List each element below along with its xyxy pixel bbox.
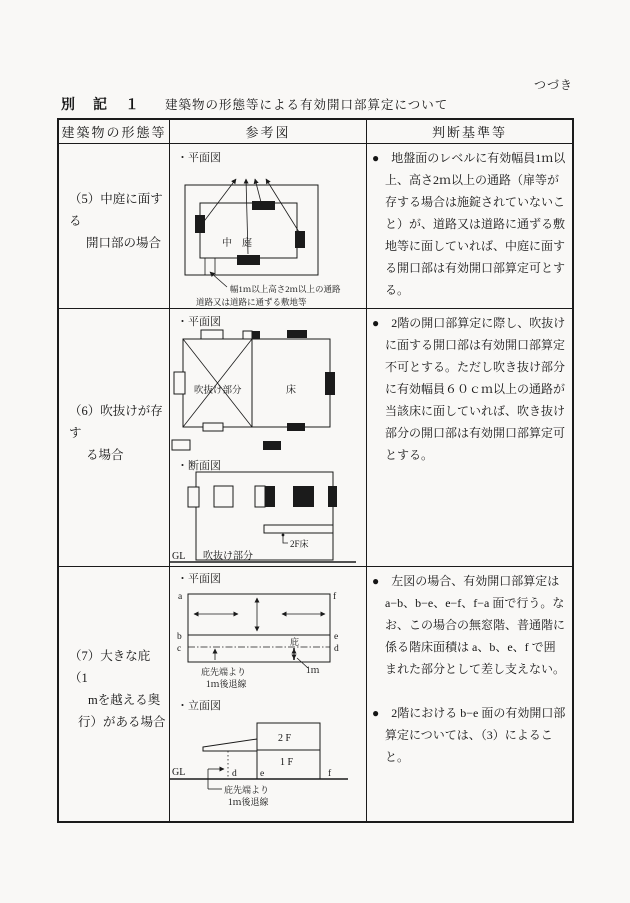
floor-area-label: 床 xyxy=(286,385,296,396)
corner-a: a xyxy=(178,592,183,602)
figure-cell-void xyxy=(170,309,367,567)
bullet: ● xyxy=(372,316,380,330)
ground-level-label: GL xyxy=(172,767,186,778)
section-view-label: ・断面図 xyxy=(177,460,221,472)
section-openings xyxy=(188,486,337,507)
setback-note-line2: 1ｍ後退線 xyxy=(206,679,247,689)
courtyard-openings xyxy=(195,201,305,265)
dimension-dot xyxy=(293,648,295,650)
courtyard-label: 中 庭 xyxy=(222,238,252,249)
form-line: （5）中庭に面する xyxy=(69,192,163,228)
legend-open-rect xyxy=(172,440,190,450)
figure-cell-courtyard xyxy=(170,144,367,309)
continuation-label: つづき xyxy=(534,78,574,92)
road-note: 道路又は道路に通ずる敷地等 xyxy=(196,297,307,307)
elev-point-e: e xyxy=(260,769,265,779)
criteria-paragraph xyxy=(372,702,567,768)
doc-title xyxy=(61,94,448,114)
floor-plan-outline xyxy=(183,339,330,427)
form-line: （7）大きな庇（1 xyxy=(69,649,151,685)
one-meter-label: 1ｍ xyxy=(306,665,320,675)
form-line: 開口部の場合 xyxy=(86,236,162,250)
corner-f: f xyxy=(333,592,337,602)
criteria-text: 地盤面のレベルに有効幅員1ｍ以上、高さ2ｍ以上の通路（扉等が存する場合は施錠されていないこと）が、道路又は道路に通ずる敷地等に面していれば、中庭に面する開口部は有効開口部算定可とする。 xyxy=(379,151,566,297)
criteria-cell-void xyxy=(367,309,572,567)
section-outline xyxy=(196,472,333,560)
canopy-wedge xyxy=(203,739,257,751)
form-line: る場合 xyxy=(86,447,124,462)
second-floor-slab xyxy=(264,525,333,533)
form-cell-void xyxy=(59,309,170,567)
criteria-text: 2階における b−e 面の有効開口部算定については、（3）によること。 xyxy=(379,706,566,764)
legend-filled-rect xyxy=(263,441,281,450)
setback-note-line1: 庇先端より xyxy=(201,667,247,677)
eaves-label: 庇 xyxy=(290,637,300,647)
first-floor-label: 1 F xyxy=(280,757,294,768)
passage-leader-arrow xyxy=(210,272,227,287)
plan-view-label: ・平面図 xyxy=(177,316,221,328)
corner-d: d xyxy=(334,644,339,654)
courtyard-outline xyxy=(200,203,297,258)
criteria-paragraph xyxy=(372,147,567,301)
ground-level-label: GL xyxy=(172,551,186,562)
corner-c: c xyxy=(177,644,182,654)
col-header-building-form: 建築物の形態等 xyxy=(59,120,170,144)
criteria-cell-eaves xyxy=(367,567,572,821)
bullet: ● xyxy=(372,151,380,165)
elev-point-f: f xyxy=(328,769,332,779)
dimension-dot xyxy=(293,658,295,660)
passage-note: 幅1ｍ以上高さ2ｍ以上の通路 xyxy=(230,284,341,294)
doc-title-text: 建築物の形態等による有効開口部算定について xyxy=(165,98,449,112)
corner-e: e xyxy=(334,632,339,642)
criteria-cell-courtyard xyxy=(367,144,572,309)
void-plan-section-figure xyxy=(170,309,366,566)
plan-view-label: ・平面図 xyxy=(177,152,221,164)
col-header-reference-figure: 参考図 xyxy=(170,120,367,144)
elevation-view-label: ・立面図 xyxy=(177,700,221,712)
form-line: mを越える奥 xyxy=(88,693,161,707)
doc-title-number: 別 記 １ xyxy=(61,98,141,113)
criteria-text: 左図の場合、有効開口部算定は a−b、b−e、e−f、f−a 面で行う。なお、この場合の無窓階、普通階に係る階床面積は a、b、e、f で囲まれた部分として差し支えない。 xyxy=(379,574,566,676)
bullet: ● xyxy=(372,706,380,720)
elev-setback-note-line1: 庇先端より xyxy=(224,785,270,795)
elev-setback-note-line2: 1ｍ後退線 xyxy=(228,797,269,807)
criteria-text: 2階の開口部算定に際し、吹抜けに面する開口部は有効開口部算定不可とする。ただし吹き抜け部分に有効幅員６０ｃｍ以上の通路が当該床に面していれば、吹き抜け部分の開口部は有効開口部算定可とする。 xyxy=(379,316,566,462)
second-floor-label: 2F床 xyxy=(290,539,309,549)
plan-view-label: ・平面図 xyxy=(177,573,221,585)
second-floor-label: 2 F xyxy=(278,733,292,744)
col-header-criteria: 判断基準等 xyxy=(367,120,572,144)
form-cell-eaves xyxy=(59,567,170,821)
form-line: （6）吹抜けが存す xyxy=(69,403,163,440)
void-area-label-section: 吹抜け部分 xyxy=(203,551,253,562)
criteria-table xyxy=(57,118,574,823)
criteria-paragraph xyxy=(372,570,567,680)
form-line: 行）がある場合 xyxy=(78,715,166,729)
void-area-label: 吹抜け部分 xyxy=(194,386,242,396)
plan-openings xyxy=(174,330,335,431)
criteria-paragraph xyxy=(372,312,567,466)
corner-b: b xyxy=(177,632,182,642)
elev-point-d: d xyxy=(232,769,237,779)
figure-cell-eaves xyxy=(170,567,367,821)
eaves-plan-elevation-figure xyxy=(170,567,366,821)
courtyard-plan-figure xyxy=(170,144,366,308)
bullet: ● xyxy=(372,574,380,588)
form-cell-courtyard xyxy=(59,144,170,309)
slab-leader-line xyxy=(283,535,288,543)
eaves-plan-outline xyxy=(188,594,330,662)
